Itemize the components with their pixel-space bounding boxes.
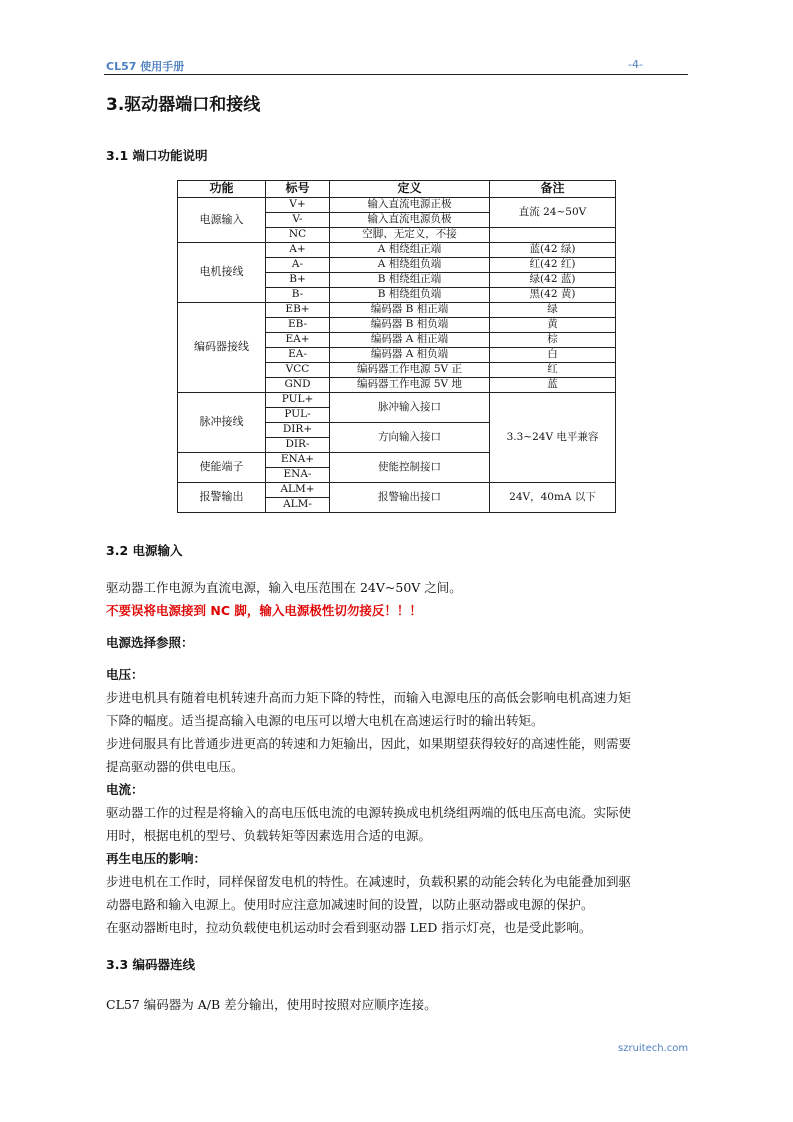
current-paragraph-b: 用时，根据电机的型号、负载转矩等因素选用合适的电源。 [106,828,432,843]
port-function-table [177,180,616,513]
encoder-wiring-text: CL57 编码器为 A/B 差分输出，使用时按照对应顺序连接。 [106,997,437,1012]
port-definition: 报警输出接口 [330,483,490,513]
regen-paragraph-2: 在驱动器断电时，拉动负载使电机运动时会看到驱动器 LED 指示灯亮，也是受此影响。 [106,920,592,935]
col-header-note: 备注 [490,181,616,198]
port-definition: 脉冲输入接口 [330,393,490,423]
voltage-paragraph-2b: 提高驱动器的供电电压。 [106,759,244,774]
footer-website: szruitech.com [618,1043,689,1054]
port-definition: 空脚、无定义，不接 [330,228,490,243]
port-label: PUL+ [266,393,330,408]
section-3-1-title: 3.1 端口功能说明 [106,148,208,163]
power-reference-title: 电源选择参照： [106,635,194,650]
regen-paragraph-1a: 步进电机在工作时，同样保留发电机的特性。在减速时，负载积累的动能会转化为电能叠加到驱 [106,874,632,889]
group-pulse-wiring: 脉冲接线 [178,393,266,453]
port-definition: 输入直流电源负极 [330,213,490,228]
group-alarm-output: 报警输出 [178,483,266,513]
table-row [178,243,616,258]
table-header-row [178,181,616,198]
voltage-title: 电压： [106,667,144,682]
port-note: 绿(42 蓝) [490,273,616,288]
port-note: 蓝 [490,378,616,393]
port-note: 棕 [490,333,616,348]
group-encoder-wiring: 编码器接线 [178,303,266,393]
port-label: V+ [266,198,330,213]
header-title: CL57 使用手册 [106,60,185,73]
voltage-paragraph-1b: 下降的幅度。适当提高输入电源的电压可以增大电机在高速运行时的输出转矩。 [106,713,544,728]
col-header-function: 功能 [178,181,266,198]
port-label: GND [266,378,330,393]
port-label: V- [266,213,330,228]
port-definition: B 相绕组负端 [330,288,490,303]
group-power-input: 电源输入 [178,198,266,243]
group-enable-terminal: 使能端子 [178,453,266,483]
group-motor-wiring: 电机接线 [178,243,266,303]
port-label: EA+ [266,333,330,348]
col-header-definition: 定义 [330,181,490,198]
port-definition: B 相绕组正端 [330,273,490,288]
port-note: 3.3~24V 电平兼容 [490,393,616,483]
port-label: DIR+ [266,423,330,438]
port-label: EB+ [266,303,330,318]
port-note: 绿 [490,303,616,318]
port-label: PUL- [266,408,330,423]
port-label: NC [266,228,330,243]
port-definition: 方向输入接口 [330,423,490,453]
port-definition: 输入直流电源正极 [330,198,490,213]
port-definition: 编码器工作电源 5V 正 [330,363,490,378]
port-note: 黄 [490,318,616,333]
port-label: ENA- [266,468,330,483]
col-header-label: 标号 [266,181,330,198]
current-paragraph-a: 驱动器工作的过程是将输入的高电压低电流的电源转换成电机绕组两端的低电压高电流。实际使 [106,805,632,820]
port-note: 直流 24~50V [490,198,616,228]
table-row [178,393,616,408]
section-3-3-title: 3.3 编码器连线 [106,957,195,972]
port-label: ENA+ [266,453,330,468]
power-input-text: 驱动器工作电源为直流电源，输入电压范围在 24V~50V 之间。 [106,580,462,595]
table-row [178,303,616,318]
port-label: B+ [266,273,330,288]
port-label: ALM- [266,498,330,513]
port-label: A- [266,258,330,273]
port-definition: 编码器 A 相负端 [330,348,490,363]
voltage-paragraph-1a: 步进电机具有随着电机转速升高而力矩下降的特性，而输入电源电压的高低会影响电机高速力矩 [106,690,632,705]
page-number: -4- [628,58,643,71]
port-definition: 使能控制接口 [330,453,490,483]
regen-voltage-title: 再生电压的影响： [106,851,207,866]
port-note: 黑(42 黄) [490,288,616,303]
port-label: B- [266,288,330,303]
section-3-title: 3.驱动器端口和接线 [106,95,261,115]
voltage-paragraph-2a: 步进伺服具有比普通步进更高的转速和力矩输出，因此，如果期望获得较好的高速性能，则需要 [106,736,632,751]
port-label: VCC [266,363,330,378]
section-3-2-title: 3.2 电源输入 [106,543,183,558]
port-definition: A 相绕组正端 [330,243,490,258]
regen-paragraph-1b: 动器电路和输入电源上。使用时应注意加减速时间的设置，以防止驱动器或电源的保护。 [106,897,594,912]
header-divider [104,74,688,75]
port-label: A+ [266,243,330,258]
port-label: DIR- [266,438,330,453]
port-note: 24V，40mA 以下 [490,483,616,513]
table-row [178,198,616,213]
table-row [178,483,616,498]
port-definition: 编码器 B 相正端 [330,303,490,318]
port-note: 蓝(42 绿) [490,243,616,258]
port-label: EB- [266,318,330,333]
port-note: 白 [490,348,616,363]
port-definition: 编码器工作电源 5V 地 [330,378,490,393]
polarity-warning: 不要误将电源接到 NC 脚，输入电源极性切勿接反！！！ [106,603,422,618]
port-definition: A 相绕组负端 [330,258,490,273]
current-title: 电流： [106,782,144,797]
port-label: ALM+ [266,483,330,498]
port-note: 红 [490,363,616,378]
port-label: EA- [266,348,330,363]
port-note: 红(42 红) [490,258,616,273]
port-definition: 编码器 A 相正端 [330,333,490,348]
port-definition: 编码器 B 相负端 [330,318,490,333]
port-note-empty [490,228,616,243]
